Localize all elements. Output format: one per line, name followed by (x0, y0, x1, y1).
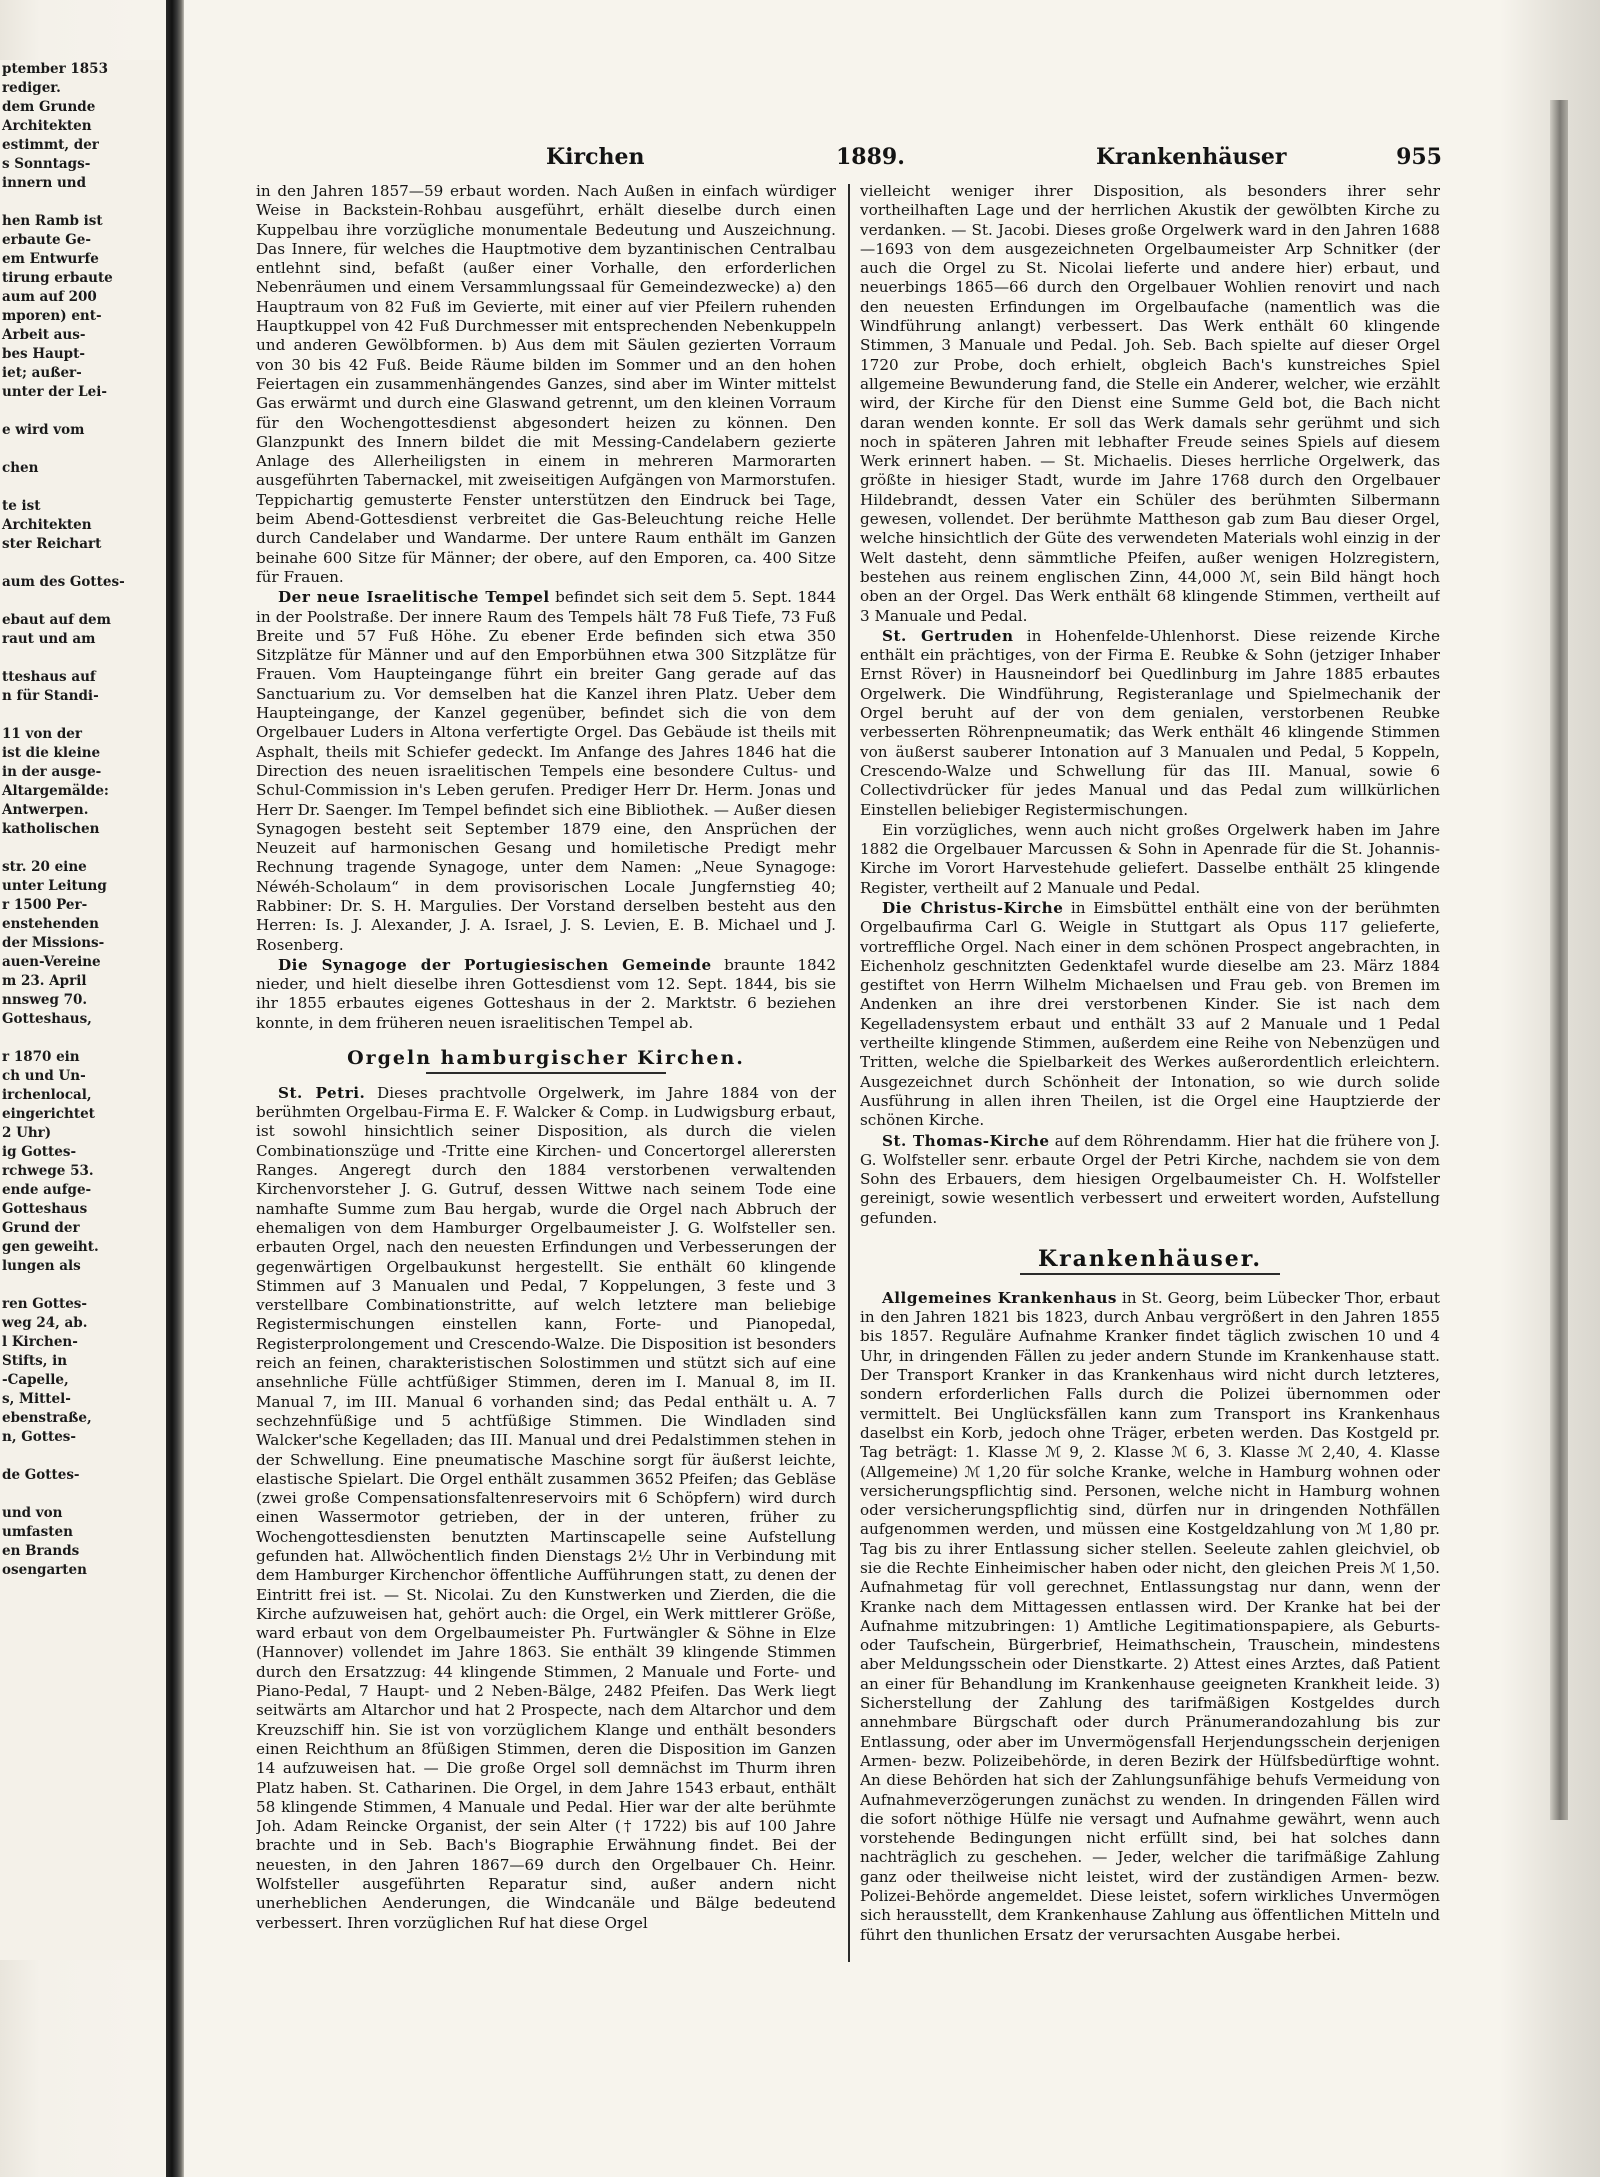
paragraph-text: in Hohenfelde-Uhlenhorst. Diese reizende Kirche enthält ein prächtiges, von der Firma E. Reubke & Sohn (jetziger Inhaber Ernst Röver) in Hausneindorf bei Quedlinburg im Jahre 1885 erbautes Orgelwerk. Die Windführung, Registeranlage und Spielmechanik der Orgel beruht auf der von dem genialen, verstorbenen Reubke verbesserten Röhrenpneumatik; das Werk enthält 46 klingende Stimmen von äußerst sauberer Intonation auf 3 Manualen und Pedal, 5 Koppeln, Crescendo-Walze und Schwellung für das III. Manual, sowie 6 Collectivdrücker für jedes Manual und das Pedal zum willkürlichen Einstellen beliebiger Registermischungen. (860, 626, 1440, 819)
left-page-fragment (0, 478, 165, 497)
left-page-fragment: -Capelle, (2, 1372, 69, 1388)
left-page-fragment: in der ausge- (2, 764, 102, 780)
left-page-fragment: n für Standi- (2, 688, 99, 704)
left-page-fragment: mporen) ent- (2, 308, 102, 324)
left-page-fragment (0, 193, 165, 212)
left-page-fragment (0, 554, 165, 573)
paragraph-text: in den Jahren 1857—59 erbaut worden. Nach Außen in einfach würdiger Weise in Backstein-Rohbau ausgeführt, erhält dieselbe durch einen Kuppelbau ihre vorzügliche monumentale Bedeutung und Auszeichnung. Das Innere, für welches die Hauptmotive dem byzantinischen Centralbau entlehnt sind, befaßt (außer einer Vorhalle, den erforderlichen Nebenräumen und einem Versammlungssaal für Gemeindezwecke) a) den Hauptraum von 82 Fuß im Gevierte, mit einer auf vier Pfeilern ruhenden Hauptkuppel von 42 Fuß Durchmesser mit entsprechenden Nebenkuppeln und anderen Gewölbformen. b) Aus dem mit Säulen gezierten Vorraum von 30 bis 42 Fuß. Beide Räume bilden im Sommer und an den hohen Feiertagen ein zusammenhängendes Ganzes, sind aber im Winter mittelst Gas erwärmt und durch eine Glaswand getrennt, um den kleinen Vorraum für den Wochengottesdienst abgesondert heizen zu können. Den Glanzpunkt des Innern bildet die mit Messing-Candelabern gezierte Anlage des Allerheiligsten in einem in mehreren Marmorarten ausgeführten Tabernackel, mit zweiseitigen Aufgängen von Marmorstufen. Teppichartig gemusterte Fenster unterstützen den Eindruck bei Tage, beim Abend-Gottesdienst verbreitet die Gas-Beleuchtung reiche Helle durch Candelaber und Wandarme. Der untere Raum enthält im Ganzen beinahe 600 Sitze für Männer; der obere, auf den Emporen, ca. 400 Sitze für Frauen. (256, 182, 836, 586)
paragraph-lead: St. Petri. (278, 1083, 366, 1102)
left-page-fragment: irchenlocal, (2, 1087, 92, 1103)
left-page-fragment: umfasten (2, 1524, 73, 1540)
left-page-fragment: dem Grunde (2, 99, 96, 115)
left-page-fragment: aum des Gottes- (2, 574, 125, 590)
left-page-fragment: ist die kleine (2, 745, 101, 761)
left-page-fragment: unter der Lei- (2, 384, 107, 400)
left-page-fragment: te ist (2, 498, 41, 514)
left-page-fragment: der Missions- (2, 935, 105, 951)
section-heading-hospitals (860, 1246, 1440, 1275)
paragraph (860, 1289, 1440, 1945)
left-page-fragment: und von (2, 1505, 63, 1521)
section-heading-organs (256, 1049, 836, 1074)
right-text-column (860, 182, 1440, 1982)
paragraph-text: Dieses prachtvolle Orgelwerk, im Jahre 1884 von der berühmten Orgelbau-Firma E. F. Walcker & Comp. in Ludwigsburg erbaut, ist sowohl hinsichtlich seiner Disposition, als durch die vielen Combinationszüge und -Tritte eine Kirchen- und Concertorgel allerersten Ranges. Angeregt durch den 1884 verstorbenen verwaltenden Kirchenvorsteher J. G. Gutruf, dessen Wittwe nach seinem Tode eine namhafte Summe zum Bau hergab, wurde die Orgel nach Abbruch der ehemaligen von dem Hamburger Orgelbaumeister J. G. Wolfsteller sen. erbauten Orgel, nach den neuesten Erfindungen und Verbesserungen der gegenwärtigen Orgelbaukunst hergestellt. Sie enthält 60 klingende Stimmen auf 3 Manualen und Pedal, 7 Koppelungen, 3 feste und 3 verstellbare Combinationstritte, auf welch letztere man beliebige Registermischungen einstellen kann, Forte- und Pianopedal, Registerprolongement und Crescendo-Walze. Die Disposition ist besonders reich an feinen, charakteristischen Solostimmen und stützt sich auf eine ansehnliche Fülle achtfüßiger Stimmen, deren im I. Manual 8, im II. Manual 7, im III. Manual 6 vorhanden sind; das Pedal enthält u. A. 7 sechzehnfüßige und 5 achtfüßige Stimmen. Die Windladen sind Walcker'sche Kegelladen; das III. Manual und drei Pedalstimmen stehen in der Schwellung. Eine pneumatische Maschine sorgt für äußerst leichte, elastische Spielart. Die Orgel enthält zusammen 3652 Pfeifen; das Gebläse (zwei große Compensationsfaltenreservoirs mit 6 Schöpfern) wird durch einen Wassermotor getrieben, der in der unteren, früher zu Wochengottesdiensten benutzten Martinscapelle seine Aufstellung gefunden hat. Allwöchentlich finden Dienstags 2½ Uhr in Verbindung mit dem Hamburger Kirchenchor öffentliche Aufführungen statt, zu denen der Eintritt frei ist. — St. Nicolai. Zu den Kunstwerken und Zierden, die die Kirche aufzuweisen hat, gehört auch: die Orgel, ein Werk mittlerer Größe, ward erbaut von dem Orgelbaumeister Ph. Furtwängler & Söhne in Elze (Hannover) vollendet im Jahre 1863. Sie enthält 39 klingende Stimmen durch den Ersatzzug: 44 klingende Stimmen, 2 Manuale und Forte- und Piano-Pedal, 7 Haupt- und 2 Neben-Bälge, 2482 Pfeifen. Das Werk liegt seitwärts am Altarchor und hat 2 Prospecte, nach dem Altarchor und dem Kreuzschiff hin. Sie ist von vorzüglichem Klange und enthält besonders einen Reichthum an 8füßigen Stimmen, deren die Disposition im Ganzen 14 aufzuweisen hat. — Die große Orgel soll demnächst im Thurm ihren Platz haben. St. Catharinen. Die Orgel, in dem Jahre 1543 erbaut, enthält 58 klingende Stimmen, 4 Manuale und Pedal. Hier war der alte berühmte Joh. Adam Reincke Organist, der sein Alter († 1722) bis auf 100 Jahre brachte und in Seb. Bach's Biographie Erwähnung findet. Bei der neuesten, in den Jahren 1867—69 durch den Orgelbauer Ch. Heinr. Wolfsteller ausgeführten Reparatur sind, außer andern nicht unerheblichen Aenderungen, die Windcanäle und Bälge bedeutend verbessert. Ihren vorzüglichen Ruf hat diese Orgel (256, 1083, 836, 1932)
left-page-fragment: aum auf 200 (2, 289, 97, 305)
left-page-fragment (0, 440, 165, 459)
paragraph-text: vielleicht weniger ihrer Disposition, als besonders ihrer sehr vortheilhaften Lage und der herrlichen Akustik der gewölbten Kirche zu verdanken. — St. Jacobi. Dieses große Orgelwerk ward in den Jahren 1688—1693 von dem ausgezeichneten Orgelbaumeister Arp Schnitker (der auch die Orgel zu St. Nicolai lieferte und andere hier) erbaut, und neuerbings 1865—66 durch den Orgelbauer Wohlien renovirt und nach den neuesten Erfindungen im Orgelbaufache (namentlich was die Windführung anlangt) verbessert. Das Werk enthält 60 klingende Stimmen, 3 Manuale und Pedal. Joh. Seb. Bach spielte auf dieser Orgel 1720 zur Probe, doch erhielt, obgleich Bach's kunstreiches Spiel allgemeine Bewunderung fand, die Stelle ein Anderer, welcher, wie erzählt wird, der Kirche für den Dienst eine Summe Geld bot, die Bach nicht daran wenden konnte. Er soll das Werk damals sehr gerühmt und sich noch in späteren Jahren mit lebhafter Freude seines Spiels auf diesem Werk erinnert haben. — St. Michaelis. Dieses herrliche Orgelwerk, das größte in hiesiger Stadt, wurde im Jahre 1768 durch den Orgelbauer Hildebrandt, dessen Vater ein Schüler des berühmten Silbermann gewesen, vollendet. Der berühmte Mattheson gab zum Bau dieser Orgel, welche hinsichtlich der Güte des verwendeten Materials wohl einzig in der Welt dasteht, denn sämmtliche Pfeifen, außer wenigen Holzregistern, bestehen aus reinem englischen Zinn, 44,000 ℳ, sein Bild hängt hoch oben an der Orgel. Das Werk enthält 68 klingende Stimmen, vertheilt auf 3 Manuale und Pedal. (860, 182, 1440, 625)
paragraph-text: Ein vorzügliches, wenn auch nicht großes Orgelwerk haben im Jahre 1882 die Orgelbauer Marcussen & Sohn in Apenrade für die St. Johannis-Kirche im Vorort Harvestehude geliefert. Dasselbe enthält 25 klingende Register, vertheilt auf 2 Manuale und Pedal. (860, 820, 1440, 897)
paragraph (860, 627, 1440, 820)
left-page-fragment: ptember 1853 (2, 61, 108, 77)
section-heading-hospitals-text: Krankenhäuser. (1037, 1246, 1263, 1273)
left-page-fragment: Arbeit aus- (2, 327, 86, 343)
left-page-fragment: rediger. (2, 80, 61, 96)
paragraph (860, 821, 1440, 898)
column-divider (848, 184, 850, 1962)
left-page-fragment: lungen als (2, 1258, 81, 1274)
left-page-fragment: chen (2, 460, 39, 476)
left-page-fragment: str. 20 eine (2, 859, 87, 875)
left-page-fragment: ster Reichart (2, 536, 102, 552)
header-year: 1889. (836, 144, 905, 170)
header-section-right: Krankenhäuser (1096, 144, 1287, 170)
left-page-fragment (0, 1447, 165, 1466)
left-page-fragment: e wird vom (2, 422, 85, 438)
left-page-fragment: en Brands (2, 1543, 80, 1559)
left-page-fragment: Stifts, in (2, 1353, 68, 1369)
paragraph-text: braunte 1842 nieder, und hielt dieselbe ihren Gottesdienst vom 12. Sept. 1844, bis sie ihr 1855 erbautes eigenes Gotteshaus in der 2. Marktstr. 6 beziehen konnte, in dem früheren neuen israelitischen Tempel ab. (256, 955, 836, 1032)
left-page-fragment: Antwerpen. (2, 802, 89, 818)
left-page-fragment: 11 von der (2, 726, 82, 742)
left-page-fragment (0, 402, 165, 421)
paragraph (256, 182, 836, 587)
paragraph-text: auf dem Röhrendamm. Hier hat die frühere von J. G. Wolfsteller senr. erbaute Orgel der Petri Kirche, nachdem sie von dem Sohn des Erbauers, dem hiesigen Orgelbaumeister Ch. H. Wolfsteller gereinigt, sowie wesentlich verbessert und erweitert worden, Aufstellung gefunden. (860, 1131, 1440, 1227)
left-page-fragment: ch und Un- (2, 1068, 86, 1084)
left-page-fragment (0, 1276, 165, 1295)
left-page-fragment: em Entwurfe (2, 251, 99, 267)
left-page-fragment: r 1870 ein (2, 1049, 80, 1065)
heading-rule (1020, 1273, 1280, 1275)
left-page-fragment: Gotteshaus (2, 1201, 88, 1217)
left-page-fragment: weg 24, ab. (2, 1315, 88, 1331)
left-page-fragment: Grund der (2, 1220, 80, 1236)
left-page-fragment: tteshaus auf (2, 669, 96, 685)
left-text-column (256, 182, 836, 1982)
main-page (256, 140, 1446, 1990)
paragraph (860, 899, 1440, 1131)
left-page-fragment: estimmt, der (2, 137, 99, 153)
left-page-fragment: ren Gottes- (2, 1296, 88, 1312)
section-heading-organs-text: Orgeln hamburgischer Kirchen. (347, 1047, 745, 1070)
left-page-fragment: n, Gottes- (2, 1429, 77, 1445)
paragraph-lead: St. Gertruden (882, 626, 1014, 645)
left-page-fragment (0, 1029, 165, 1048)
left-page-fragment: tirung erbaute (2, 270, 113, 286)
page-edge-shadow (1550, 100, 1568, 1820)
left-page-fragment: rchwege 53. (2, 1163, 94, 1179)
paragraph-lead: Die Synagoge der Portugiesischen Gemeinde (278, 955, 712, 974)
left-page-fragment: ebenstraße, (2, 1410, 92, 1426)
left-column-paragraphs (256, 182, 836, 1033)
paragraph-lead: Der neue Israelitische Tempel (278, 588, 550, 607)
paragraph-lead: Allgemeines Krankenhaus (882, 1288, 1117, 1307)
left-page-fragment (0, 706, 165, 725)
left-page-fragment (0, 649, 165, 668)
left-page-fragment: auen-Vereine (2, 954, 101, 970)
left-page-fragment: Altargemälde: (2, 783, 109, 799)
paragraph (860, 1132, 1440, 1228)
right-column-paragraphs (860, 182, 1440, 1228)
paragraph-lead: Die Christus-Kirche (882, 898, 1064, 917)
header-section-left: Kirchen (546, 144, 645, 170)
left-page-fragment: erbaute Ge- (2, 232, 91, 248)
left-page-fragment: raut und am (2, 631, 96, 647)
left-page-fragment: l Kirchen- (2, 1334, 78, 1350)
paragraph (256, 956, 836, 1033)
left-page-fragment: unter Leitung (2, 878, 107, 894)
left-page-fragment: ig Gottes- (2, 1144, 77, 1160)
paragraph (256, 1084, 836, 1933)
left-column-paragraphs-after (256, 1084, 836, 1933)
left-page-fragment: ende aufge- (2, 1182, 92, 1198)
book-gutter (166, 0, 184, 2177)
left-page-fragment: s, Mittel- (2, 1391, 71, 1407)
paragraph (256, 588, 836, 955)
left-page-fragment: r 1500 Per- (2, 897, 88, 913)
running-header (256, 140, 1446, 178)
left-page-fragment: osengarten (2, 1562, 87, 1578)
left-page-fragment: bes Haupt- (2, 346, 85, 362)
left-page-fragment: katholischen (2, 821, 100, 837)
left-page-fragment: Architekten (2, 118, 92, 134)
left-page-fragment: iet; außer- (2, 365, 82, 381)
paragraph-text: in St. Georg, beim Lübecker Thor, erbaut in den Jahren 1821 bis 1823, durch Anbau vergrößert in den Jahren 1855 bis 1857. Reguläre Aufnahme Kranker findet täglich zwischen 10 und 4 Uhr, in dringenden Fällen zu jeder andern Stunde im Krankenhause statt. Der Transport Kranker in das Krankenhaus wird nicht durch letzteres, sondern erforderlichen Falls durch die Polizei übernommen oder vermittelt. Bei Unglücksfällen kann zum Transport ins Krankenhaus daselbst ein Korb, jedoch ohne Träger, erbeten werden. Das Kostgeld pr. Tag beträgt: 1. Klasse ℳ 9, 2. Klasse ℳ 6, 3. Klasse ℳ 2,40, 4. Klasse (Allgemeine) ℳ 1,20 für solche Kranke, welche in Hamburg wohnen oder versicherungspflichtig sind. Personen, welche nicht in Hamburg wohnen oder versicherungspflichtig sind, dürfen nur in dringenden Nothfällen aufgenommen werden, und müssen eine Kostgeldzahlung von ℳ 1,80 pr. Tag bis zu ihrer Entlassung sicher stellen. Seeleute zahlen gleichviel, ob sie die Rechte Einheimischer haben oder nicht, den gleichen Preis ℳ 1,50. Aufnahmetag für voll gerechnet, Entlassungstag nur dann, wenn der Kranke nach dem Mittagessen entlassen wird. Der Kranke hat bei der Aufnahme mitzubringen: 1) Amtliche Legitimationspapiere, als Geburts- oder Taufschein, Bürgerbrief, Heimathschein, Trauschein, mindestens aber Meldungsschein oder Dienstkarte. 2) Attest eines Arztes, daß Patient an einer für Behandlung im Krankenhause geeigneten Krankheit leide. 3) Sicherstellung der Zahlung des tarifmäßigen Kostgeldes durch annehmbare Bürgschaft oder durch Pränumerandozahlung bis zur Entlassung, oder aber im Unvermögensfall Herjendungsschein derjenigen Armen- bezw. Polizeibehörde, in deren Bezirk der Hülfsbedürftige wohnt. An diese Behörden hat sich der Zahlungsunfähige behufs Vermeidung von Aufnahmeverzögerungen zunächst zu wenden. In dringenden Fällen wird die sofort nöthige Hülfe nie versagt und Aufnahme gewährt, wenn auch vorstehende Bedingungen nicht erfüllt sind, bei hat solches dann nachträglich zu geschehen. — Jeder, welcher die tarifmäßige Zahlung ganz oder theilweise nicht leistet, wird der zuständigen Armen- bezw. Polizei-Behörde angemeldet. Diese leistet, sofern wirkliches Unvermögen sich herausstellt, dem Krankenhause Zahlung aus öffentlichen Mitteln und führt den thunlichen Ersatz der verursachten Ausgabe herbei. (860, 1288, 1440, 1944)
left-page-fragment: nnsweg 70. (2, 992, 88, 1008)
left-page-fragment (0, 839, 165, 858)
left-page-fragment (0, 1485, 165, 1504)
paragraph (860, 182, 1440, 626)
left-page-fragment: gen geweiht. (2, 1239, 99, 1255)
left-adjacent-page (0, 60, 165, 1960)
left-page-fragment: 2 Uhr) (2, 1125, 52, 1141)
right-column-paragraphs-after (860, 1289, 1440, 1945)
paragraph-text: in Eimsbüttel enthält eine von der berühmten Orgelbaufirma Carl G. Weigle in Stuttgart als Opus 117 gelieferte, vortreffliche Orgel. Nach einer in dem schönen Prospect angebrachten, in Eichenholz geschnitzten Gedenktafel wurde dieselbe am 23. März 1884 gestiftet von Herrn Wilhelm Michaelsen und Frau geb. von Bremen im Andenken an ihre drei verstorbenen Kinder. Sie ist nach dem Kegelladensystem erbaut und enthält 33 auf 2 Manuale und 1 Pedal vertheilte klingende Stimmen, außerdem eine Reihe von Nebenzügen und Tritten, welche die Spielbarkeit des Werkes außerordentlich erleichtern. Ausgezeichnet durch Schönheit der Intonation, so wie durch solide Ausführung in allen ihren Theilen, ist die Orgel eine Hauptzierde der schönen Kirche. (860, 898, 1440, 1130)
page-number: 955 (1396, 144, 1442, 170)
left-page-fragment: s Sonntags- (2, 156, 91, 172)
left-page-fragment: de Gottes- (2, 1467, 80, 1483)
left-page-fragment: innern und (2, 175, 87, 191)
left-page-fragment: eingerichtet (2, 1106, 95, 1122)
paragraph-lead: St. Thomas-Kirche (882, 1131, 1050, 1150)
left-page-fragment: m 23. April (2, 973, 87, 989)
left-page-fragment: Gotteshaus, (2, 1011, 92, 1027)
left-page-fragment (0, 592, 165, 611)
left-page-fragment: ebaut auf dem (2, 612, 111, 628)
left-page-fragment: hen Ramb ist (2, 213, 103, 229)
paragraph-text: befindet sich seit dem 5. Sept. 1844 in der Poolstraße. Der innere Raum des Tempels hält 78 Fuß Tiefe, 73 Fuß Breite und 57 Fuß Höhe. Zu ebener Erde befinden sich etwa 350 Sitzplätze für Männer und auf den Emporbühnen etwa 300 Sitzplätze für Frauen. Vom Haupteingange führt ein breiter Gang gerade auf das Sanctuarium zu. Vor demselben hat die Kanzel ihren Platz. Ueber dem Haupteingange, der Kanzel gegenüber, befindet sich die von dem Orgelbauer Luders in Altona verfertigte Orgel. Das Gebäude ist theils mit Asphalt, theils mit Schiefer gedeckt. Im Anfange des Jahres 1846 hat die Direction des neuen israelitischen Tempels eine besondere Cultus- und Schul-Commission in's Leben gerufen. Prediger Herr Dr. Herm. Jonas und Herr Dr. Saenger. Im Tempel befindet sich eine Bibliothek. — Außer diesen Synagogen besteht seit September 1879 eine, den Ansprüchen der Neuzeit auf harmonischen Gesang und homiletische Predigt mehr Rechnung tragende Synagoge, unter dem Namen: „Neue Synagoge: Néwéh-Scholaum“ in dem provisorischen Locale Jungfernstieg 40; Rabbiner: Dr. S. H. Margulies. Der Vorstand derselben besteht aus den Herren: Is. J. Alexander, J. A. Israel, J. S. Levien, E. B. Michael und J. Rosenberg. (256, 588, 836, 954)
left-page-fragment: Architekten (2, 517, 92, 533)
left-page-fragment: enstehenden (2, 916, 99, 932)
heading-rule (426, 1072, 666, 1074)
